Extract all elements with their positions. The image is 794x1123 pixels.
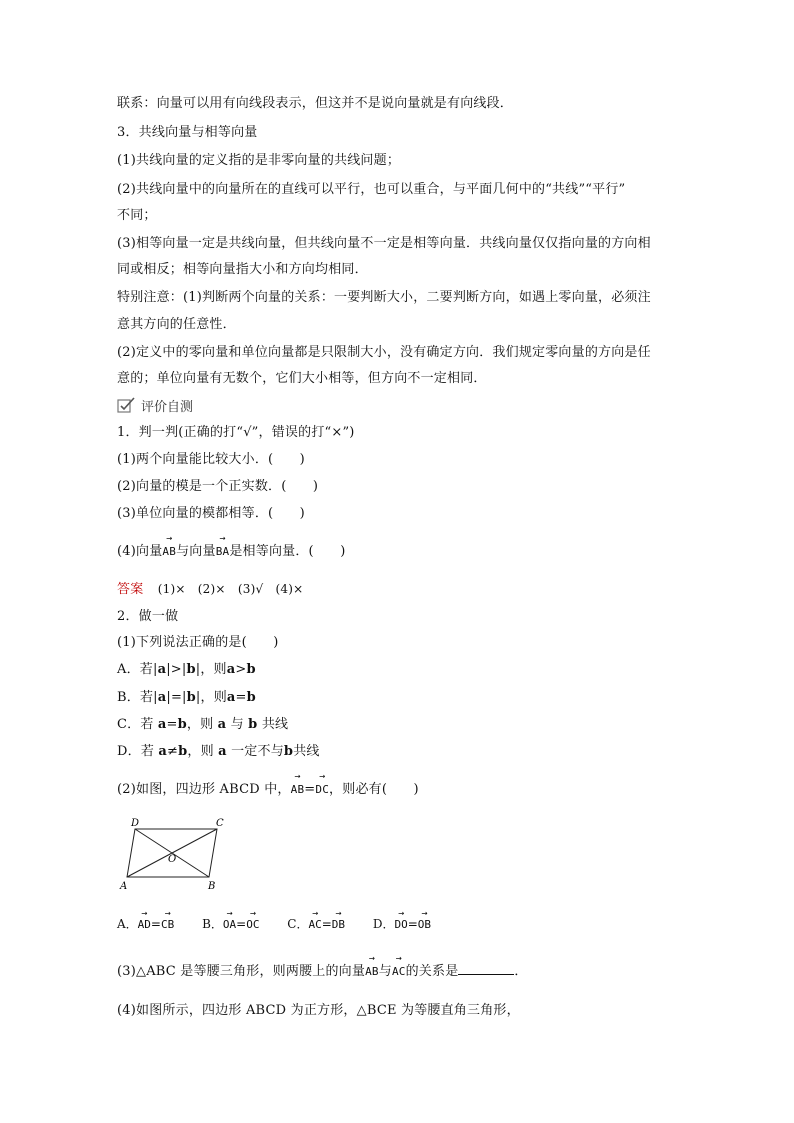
q2-2-opt-b-eq: = bbox=[236, 917, 247, 931]
vector-oc: → OC bbox=[246, 918, 259, 931]
opt-b-a: a bbox=[157, 690, 167, 705]
opt-b-post: |，则 bbox=[195, 690, 227, 705]
opt-c-post: ，则 bbox=[186, 717, 214, 732]
opt-a-b2: b bbox=[246, 662, 256, 677]
answer-line bbox=[117, 580, 303, 599]
diagonal-bd bbox=[135, 829, 209, 877]
vector-dc: → DC bbox=[315, 781, 329, 799]
note-1a: 特别注意：(1)判断两个向量的关系：一要判断大小，二要判断方向，如遇上零向量，必须注 bbox=[117, 290, 651, 305]
vector-db: → DB bbox=[332, 918, 345, 931]
opt-c-eq: = bbox=[166, 717, 178, 732]
vector-oa: → OA bbox=[223, 918, 236, 931]
opt-b-eq: = bbox=[235, 690, 247, 705]
q2-2-option-d bbox=[373, 915, 431, 932]
q2-2-options bbox=[117, 915, 455, 932]
q2-2-opt-d-eq: = bbox=[407, 917, 418, 931]
vector-ac-3: → AC bbox=[392, 963, 406, 981]
section-3-title: 3．共线向量与相等向量 bbox=[117, 125, 258, 140]
answer-text: (1)× (2)× (3)√ (4)× bbox=[157, 582, 304, 596]
opt-c-pre: C．若 bbox=[117, 717, 154, 732]
opt-d-pre: D．若 bbox=[117, 744, 155, 759]
opt-d-post: ，则 bbox=[187, 744, 214, 759]
q2-1-stem: (1)下列说法正确的是( ) bbox=[117, 635, 279, 650]
self-test-header bbox=[117, 396, 193, 414]
q2-2-opt-a-label: A． bbox=[117, 917, 138, 931]
vector-ab-2: → AB bbox=[291, 781, 305, 799]
q2-2-opt-d-label: D． bbox=[372, 917, 395, 931]
q2-1-option-c bbox=[117, 716, 288, 734]
opt-a-a: a bbox=[157, 662, 167, 677]
section-3-point-3a: (3)相等向量一定是共线向量，但共线向量不一定是相等向量．共线向量仅仅指向量的方向相 bbox=[117, 236, 651, 251]
vector-ac: → AC bbox=[308, 918, 321, 931]
vector-ba: → BA bbox=[216, 543, 230, 561]
q2-2-post: ，则必有( ) bbox=[329, 782, 419, 797]
opt-a-b: b bbox=[186, 662, 196, 677]
q2-2-stem bbox=[117, 781, 419, 799]
q2-2-eq: = bbox=[304, 782, 316, 797]
opt-d-with: 一定不与 bbox=[231, 744, 284, 759]
vertex-c: C bbox=[216, 818, 224, 829]
q2-2-option-a bbox=[117, 915, 174, 932]
opt-c-with: 与 bbox=[230, 717, 244, 732]
q2-3-end: ． bbox=[514, 964, 528, 979]
q2-title: 2．做一做 bbox=[117, 609, 179, 624]
section-3-point-3b: 同或相反；相等向量指大小和方向均相同． bbox=[117, 262, 368, 277]
q2-3-mid: 与 bbox=[378, 964, 392, 979]
opt-d-b: b bbox=[178, 744, 188, 759]
vertex-b: B bbox=[208, 881, 216, 891]
q2-1-option-d bbox=[117, 743, 320, 761]
vertex-d: D bbox=[131, 818, 140, 829]
q1-item-4 bbox=[117, 543, 346, 561]
vertex-o: O bbox=[168, 854, 177, 865]
opt-b-a2: a bbox=[226, 690, 236, 705]
vector-do: → DO bbox=[394, 918, 407, 931]
q2-4-stem: (4)如图所示，四边形 ABCD 为正方形，△BCE 为等腰直角三角形， bbox=[117, 1003, 520, 1018]
opt-b-b2: b bbox=[246, 690, 256, 705]
q2-2-opt-b-label: B． bbox=[202, 917, 223, 931]
opt-a-mid: |>| bbox=[166, 662, 187, 677]
opt-a-pre: A．若| bbox=[117, 662, 158, 677]
opt-a-post: |，则 bbox=[195, 662, 227, 677]
opt-d-end: 共线 bbox=[293, 744, 320, 759]
parallelogram-figure bbox=[117, 815, 227, 891]
pencil-check-icon bbox=[117, 397, 137, 413]
q2-3-post: 的关系是 bbox=[405, 964, 459, 979]
q1-item-2: (2)向量的模是一个正实数．( ) bbox=[117, 479, 319, 494]
q2-3-pre: (3)△ABC 是等腰三角形，则两腰上的向量 bbox=[117, 964, 366, 979]
opt-d-a2: a bbox=[218, 744, 227, 759]
q2-2-pre: (2)如图，四边形 ABCD 中， bbox=[117, 782, 291, 797]
vertex-a: A bbox=[120, 881, 128, 891]
q1-item-4-prefix: (4)向量 bbox=[117, 544, 163, 559]
opt-c-b2: b bbox=[248, 717, 258, 732]
opt-b-pre: B．若| bbox=[117, 690, 158, 705]
q2-2-opt-c-eq: = bbox=[321, 917, 332, 931]
opt-c-a2: a bbox=[217, 717, 227, 732]
q2-1-option-a bbox=[117, 661, 256, 679]
opt-c-b: b bbox=[177, 717, 187, 732]
q1-item-3: (3)单位向量的模都相等．( ) bbox=[117, 506, 305, 521]
vector-ab-3: → AB bbox=[365, 963, 379, 981]
q2-2-opt-a-eq: = bbox=[150, 917, 161, 931]
q1-item-1: (1)两个向量能比较大小．( ) bbox=[117, 452, 305, 467]
opt-b-b: b bbox=[186, 690, 196, 705]
opt-d-a: a bbox=[158, 744, 167, 759]
q2-2-option-c bbox=[287, 915, 345, 932]
q2-3-stem bbox=[117, 962, 528, 981]
note-2b: 意的；单位向量有无数个，它们大小相等，但方向不一定相同． bbox=[117, 371, 487, 386]
vector-ab: → AB bbox=[162, 543, 176, 561]
q2-2-option-b bbox=[202, 915, 259, 932]
q1-item-4-mid: 与向量 bbox=[176, 544, 216, 559]
q1-title: 1．判一判(正确的打“√”，错误的打“×”) bbox=[117, 425, 355, 440]
answer-blank[interactable] bbox=[458, 962, 514, 975]
opt-a-a2: a bbox=[226, 662, 236, 677]
section-3-point-2b: 不同； bbox=[117, 208, 157, 223]
opt-b-mid: |=| bbox=[166, 690, 187, 705]
opt-c-a: a bbox=[157, 717, 167, 732]
vector-ad: → AD bbox=[138, 918, 151, 931]
opt-d-b2: b bbox=[283, 744, 294, 759]
answer-label: 答案 bbox=[117, 582, 144, 597]
section-3-point-2a: (2)共线向量中的向量所在的直线可以平行，也可以重合，与平面几何中的“共线”“平行” bbox=[117, 182, 626, 197]
opt-d-neq: ≠ bbox=[167, 744, 179, 759]
q2-2-opt-c-label: C． bbox=[287, 917, 309, 931]
relation-text: 联系：向量可以用有向线段表示，但这并不是说向量就是有向线段． bbox=[117, 96, 514, 111]
q2-1-option-b bbox=[117, 689, 256, 707]
section-3-point-1: (1)共线向量的定义指的是非零向量的共线问题； bbox=[117, 153, 401, 168]
note-2a: (2)定义中的零向量和单位向量都是只限制大小，没有确定方向．我们规定零向量的方向是任 bbox=[117, 345, 651, 360]
note-1b: 意其方向的任意性． bbox=[117, 317, 236, 332]
vector-ob: → OB bbox=[418, 918, 431, 931]
opt-a-gt: > bbox=[235, 662, 247, 677]
opt-c-end: 共线 bbox=[261, 717, 289, 732]
self-test-title: 评价自测 bbox=[141, 399, 194, 415]
vector-cb: → CB bbox=[161, 918, 174, 931]
q1-item-4-suffix: 是相等向量．( ) bbox=[229, 544, 346, 559]
